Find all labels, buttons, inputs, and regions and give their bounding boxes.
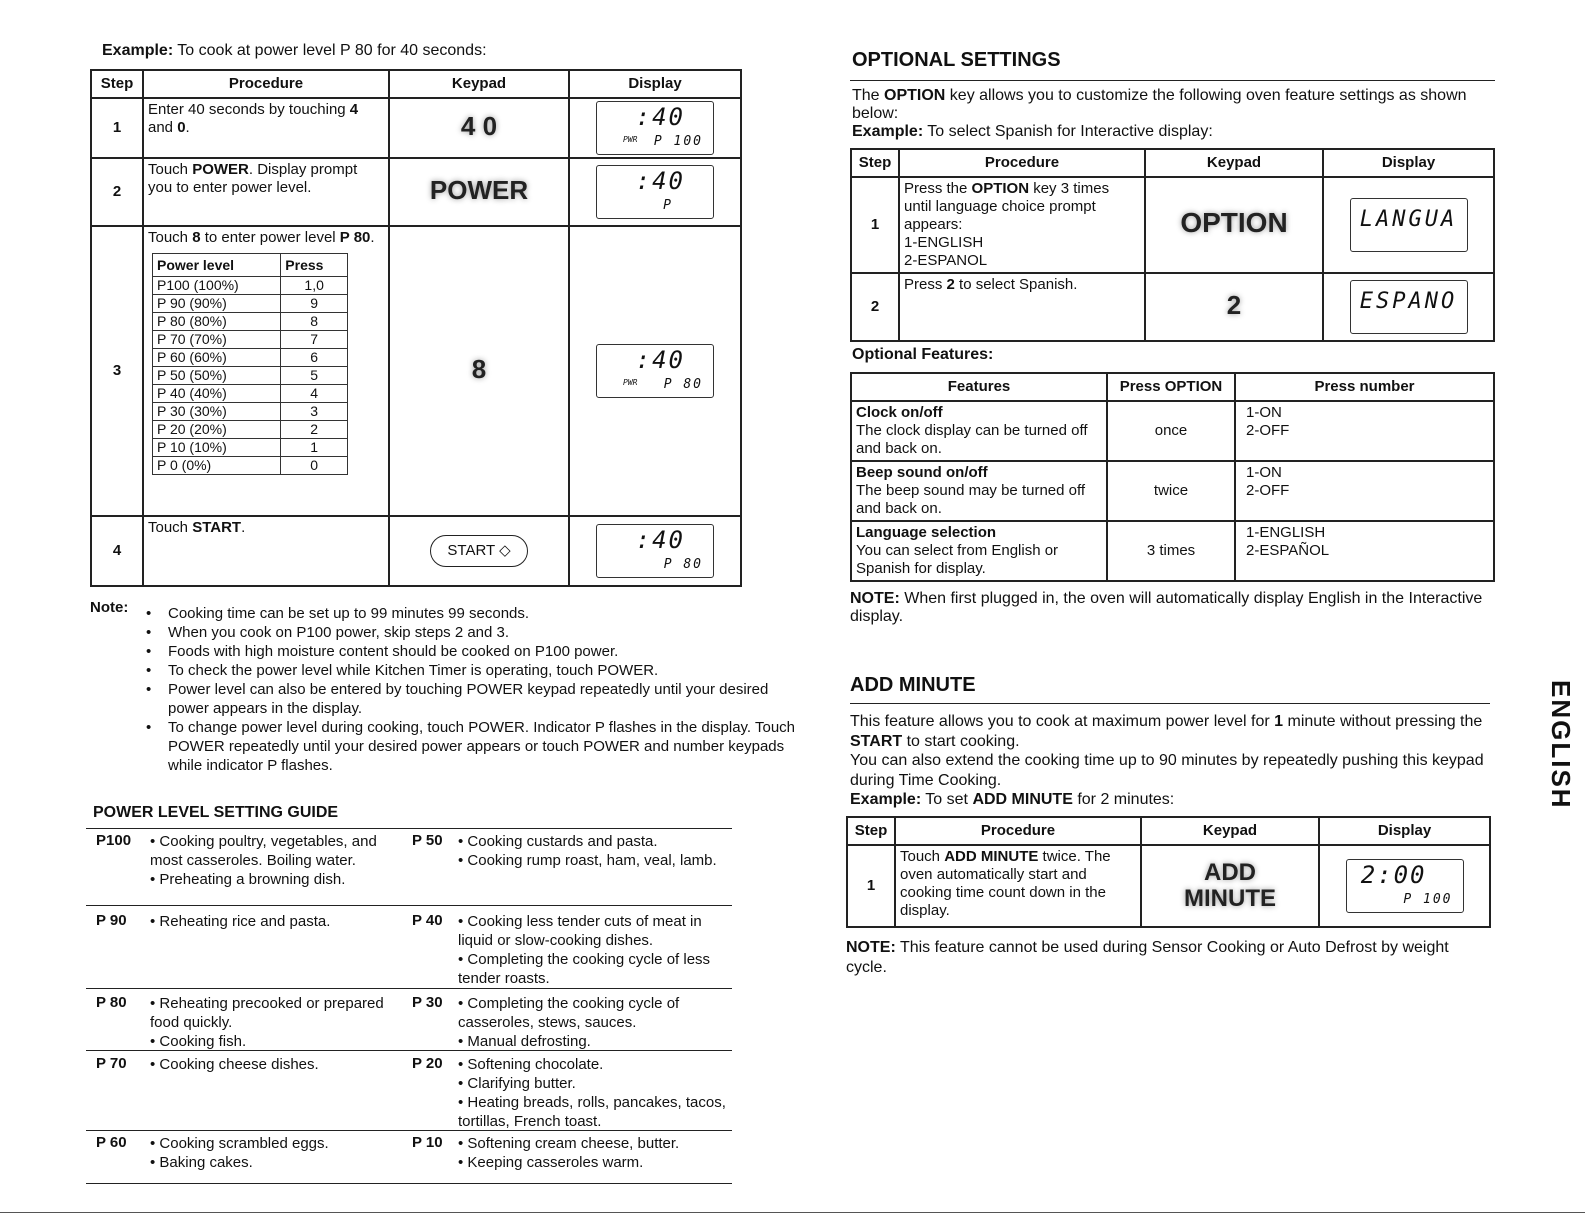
- keypad-cell: [389, 158, 569, 226]
- guide-divider: [86, 1183, 406, 1184]
- lcd-display: ESPANO: [1350, 280, 1468, 334]
- example-label: Example:: [102, 42, 174, 59]
- table-row: 1 Press the OPTION key 3 times until language choice prompt appears: 1-ENGLISH 2-ESPANOL OPTION LANGUA: [851, 177, 1494, 273]
- guide-title: POWER LEVEL SETTING GUIDE: [93, 804, 339, 821]
- lcd-display: LANGUA: [1350, 198, 1468, 252]
- power-level-row: P 20 (20%) 2: [153, 421, 348, 439]
- lcd-display: :40 PWR P 100: [596, 101, 714, 155]
- col-display: Display: [569, 70, 741, 98]
- guide-text: • Completing the cooking cycle of casseroles, stews, sauces. • Manual defrosting.: [458, 995, 680, 1050]
- table-row: [91, 226, 741, 516]
- guide-level: P 60: [96, 1134, 127, 1151]
- guide-text: • Softening chocolate. • Clarifying butter. • Heating breads, rolls, pancakes, tacos, tortillas, French toast.: [458, 1056, 726, 1130]
- add-minute-table: Step Procedure Keypad Display 1 Touch ADD MINUTE twice. The oven automatically start and cooking time count down in the display. ADD MINUTE 2:00 P 100: [846, 816, 1491, 928]
- guide-text: • Reheating rice and pasta.: [150, 913, 331, 930]
- keypad-8: 8: [471, 353, 487, 384]
- display-cell: [569, 158, 741, 226]
- step-number: 2: [91, 158, 143, 226]
- add-minute-title: ADD MINUTE: [850, 674, 976, 696]
- power-level-row: P 40 (40%) 4: [153, 385, 348, 403]
- guide-divider: [406, 988, 732, 989]
- features-title: Optional Features:: [852, 346, 994, 363]
- guide-text: • Reheating precooked or prepared food quickly. • Cooking fish.: [150, 995, 384, 1050]
- keypad-cell: [389, 98, 569, 158]
- table-row: Beep sound on/off The beep sound may be turned off and back on. twice 1-ON 2-OFF: [851, 461, 1494, 521]
- note-item: • Power level can also be entered by touching POWER keypad repeatedly until your desired power appears in the display.: [168, 680, 808, 718]
- guide-divider: [406, 905, 732, 906]
- keypad-4-0: 4 0: [460, 110, 498, 141]
- power-example-table: [90, 69, 742, 587]
- lcd-display: :40 P 80: [596, 524, 714, 578]
- guide-divider: [406, 1183, 732, 1184]
- procedure-cell: Touch 8 to enter power level P 80. Power level Press P100 (100%) 1,0 P 90 (90%) 9 P 80 (80%) 8 P 70 (70%) 7 P 60 (60%) 6 P 50 (50%) 5 P 40 (40%) 4 P 30 (30%) 3 P 20 (20%) 2 P 10 (10%) 1 P 0 (0%) 0: [143, 226, 389, 516]
- guide-level: P 50: [412, 832, 443, 849]
- step-number: 3: [91, 226, 143, 516]
- power-level-row: P 60 (60%) 6: [153, 349, 348, 367]
- table-row: [91, 516, 741, 586]
- power-level-table: Power level Press P100 (100%) 1,0 P 90 (90%) 9 P 80 (80%) 8 P 70 (70%) 7 P 60 (60%) 6 P 50 (50%) 5 P 40 (40%) 4 P 30 (30%) 3 P 20 (20%) 2 P 10 (10%) 1 P 0 (0%) 0: [152, 253, 348, 475]
- power-level-row: P 30 (30%) 3: [153, 403, 348, 421]
- power-level-row: P 50 (50%) 5: [153, 367, 348, 385]
- example-line: [102, 42, 487, 60]
- power-key: POWER: [429, 174, 529, 205]
- note-english: NOTE: When first plugged in, the oven will automatically display English in the Interactive display.: [850, 590, 1483, 625]
- guide-divider: [86, 988, 406, 989]
- keypad-2: 2: [1226, 289, 1242, 320]
- start-key: START ◇: [430, 535, 527, 567]
- add-minute-text: This feature allows you to cook at maximum power level for 1 minute without pressing the START to start cooking. You can also extend the cooking time up to 90 minutes by repeatedly pushing this keypad during Time Cooking. Example: To set ADD MINUTE for 2 minutes:: [850, 713, 1484, 808]
- guide-text: • Cooking cheese dishes.: [150, 1056, 319, 1073]
- guide-text: • Softening cream cheese, butter. • Keeping casseroles warm.: [458, 1135, 680, 1171]
- power-level-row: P 70 (70%) 7: [153, 331, 348, 349]
- lcd-display: 2:00 P 100: [1346, 859, 1464, 913]
- guide-text: • Cooking less tender cuts of meat in liquid or slow-cooking dishes. • Completing the cooking cycle of less tender roasts.: [458, 913, 711, 987]
- col-procedure: Procedure: [143, 70, 389, 98]
- option-key: OPTION: [1180, 206, 1288, 238]
- procedure-cell: Touch POWER. Display prompt you to enter power level.: [143, 158, 389, 226]
- procedure-cell: Press 2 to select Spanish.: [899, 273, 1145, 341]
- power-level-row: P 90 (90%) 9: [153, 295, 348, 313]
- lcd-display: :40 P: [596, 165, 714, 219]
- power-level-row: P 80 (80%) 8: [153, 313, 348, 331]
- example-text: To cook at power level P 80 for 40 seconds:: [173, 42, 487, 59]
- optional-intro: The OPTION key allows you to customize the following oven feature settings as shown below: Example: To select Spanish for Interactive display:: [852, 87, 1467, 140]
- power-level-row: P100 (100%) 1,0: [153, 277, 348, 295]
- guide-level: P 70: [96, 1055, 127, 1072]
- guide-level: P100: [96, 832, 132, 849]
- guide-level: P 20: [412, 1055, 443, 1072]
- guide-divider: [406, 1050, 732, 1051]
- table-row: Language selection You can select from English or Spanish for display. 3 times 1-ENGLISH 2-ESPAÑOL: [851, 521, 1494, 581]
- step-number: 1: [91, 98, 143, 158]
- keypad-cell: [389, 516, 569, 586]
- procedure-cell: Touch START.: [143, 516, 389, 586]
- guide-divider: [86, 905, 406, 906]
- guide-text: • Cooking poultry, vegetables, and most casseroles. Boiling water. • Preheating a browning dish.: [150, 833, 377, 888]
- power-level-row: P 0 (0%) 0: [153, 457, 348, 475]
- guide-text: • Cooking scrambled eggs. • Baking cakes.: [150, 1135, 329, 1171]
- guide-divider: [86, 1050, 406, 1051]
- col-step: Step: [91, 70, 143, 98]
- col-keypad: Keypad: [389, 70, 569, 98]
- display-cell: [569, 98, 741, 158]
- guide-level: P 90: [96, 912, 127, 929]
- power-level-row: P 10 (10%) 1: [153, 439, 348, 457]
- note-item: • When you cook on P100 power, skip steps 2 and 3.: [168, 623, 808, 642]
- note-item: • Cooking time can be set up to 99 minutes 99 seconds.: [168, 604, 808, 623]
- table-row: [91, 158, 741, 226]
- guide-divider: [86, 1130, 406, 1131]
- procedure-cell: Press the OPTION key 3 times until language choice prompt appears: 1-ENGLISH 2-ESPANOL: [899, 177, 1145, 273]
- note-add-minute: NOTE: This feature cannot be used during Sensor Cooking or Auto Defrost by weight cycle.: [846, 939, 1449, 976]
- guide-level: P 80: [96, 994, 127, 1011]
- guide-level: P 30: [412, 994, 443, 1011]
- guide-divider: [406, 1130, 732, 1131]
- note-label: Note:: [90, 599, 129, 616]
- side-tab-english: ENGLISH: [1546, 680, 1576, 810]
- guide-level: P 40: [412, 912, 443, 929]
- display-cell: [569, 226, 741, 516]
- option-table: Step Procedure Keypad Display 1 Press the OPTION key 3 times until language choice prompt appears: 1-ENGLISH 2-ESPANOL OPTION LANGUA 2 Press 2 to select Spanish. 2 ESPANO: [850, 148, 1495, 342]
- keypad-cell: [389, 226, 569, 516]
- lcd-display: :40 PWR P 80: [596, 344, 714, 398]
- table-row: Clock on/off The clock display can be turned off and back on. once 1-ON 2-OFF: [851, 401, 1494, 461]
- guide-text: • Cooking custards and pasta. • Cooking rump roast, ham, veal, lamb.: [458, 833, 717, 869]
- table-row: [91, 98, 741, 158]
- features-table: Features Press OPTION Press number Clock on/off The clock display can be turned off and back on. once 1-ON 2-OFF Beep sound on/off The beep sound may be turned off and back on. twice 1-ON 2-OFF Language selection You can select from English or Spanish for display. 3 times 1-ENGLISH 2-ESPAÑOL: [850, 372, 1495, 582]
- note-item: • To check the power level while Kitchen Timer is operating, touch POWER.: [168, 661, 808, 680]
- step-number: 4: [91, 516, 143, 586]
- note-item: • To change power level during cooking, touch POWER. Indicator P flashes in the display. Touch POWER repeatedly until your desired power appears or touch POWER and number keypads while indicator P flashes.: [168, 718, 808, 775]
- guide-level: P 10: [412, 1134, 443, 1151]
- notes-list: [96, 604, 808, 775]
- display-cell: [569, 516, 741, 586]
- add-minute-key: ADD MINUTE: [1184, 859, 1276, 912]
- procedure-cell: Enter 40 seconds by touching 4 and 0.: [143, 98, 389, 158]
- note-item: • Foods with high moisture content should be cooked on P100 power.: [168, 642, 808, 661]
- optional-settings-title: OPTIONAL SETTINGS: [852, 49, 1061, 71]
- table-row: 2 Press 2 to select Spanish. 2 ESPANO: [851, 273, 1494, 341]
- table-row: 1 Touch ADD MINUTE twice. The oven automatically start and cooking time count down in the display. ADD MINUTE 2:00 P 100: [847, 845, 1490, 927]
